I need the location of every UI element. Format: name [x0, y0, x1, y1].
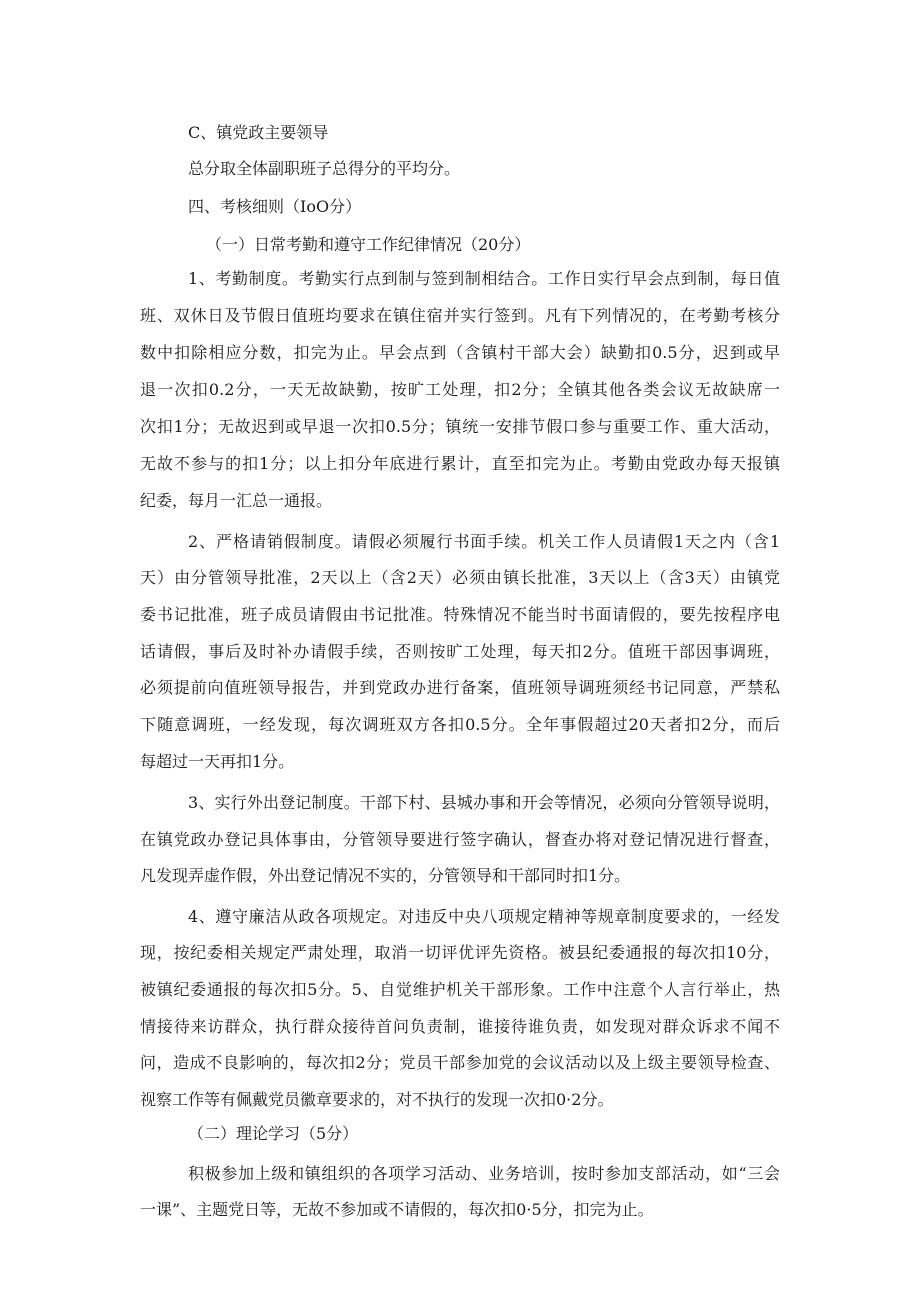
subsection-two-heading: （二）理论学习（5分）: [188, 1124, 359, 1143]
paragraph-line: 话请假，事后及时补办请假手续，否则按旷工处理，每天扣2分。值班干部因事调班，: [140, 642, 780, 661]
paragraph-line: 下随意调班，一经发现，每次调班双方各扣0.5分。全年事假超过20天者扣2分，而后: [140, 715, 780, 734]
paragraph-line: 4、遵守廉洁从政各项规定。对违反中央八项规定精神等规章制度要求的，一经发: [188, 907, 780, 926]
paragraph-line: 现，按纪委相关规定严肃处理，取消一切评优评先资格。被县纪委通报的每次扣10分，: [140, 943, 780, 962]
paragraph-line: 无故不参与的扣1分；以上扣分年底进行累计，直至扣完为止。考勤由党政办每天报镇: [140, 454, 780, 473]
paragraph-line: 1、考勤制度。考勤实行点到制与签到制相结合。工作日实行早会点到制，每日值: [188, 269, 780, 288]
total-score-note: 总分取全体副职班子总得分的平均分。: [188, 159, 461, 178]
paragraph-line: 退一次扣0.2分，一天无故缺勤，按旷工处理，扣2分；全镇其他各类会议无故缺席一: [140, 380, 780, 399]
paragraph-line: 每超过一天再扣1分。: [140, 752, 295, 771]
paragraph-line: 天）由分管领导批准，2天以上（含2天）必须由镇长批准，3天以上（含3天）由镇党: [140, 568, 780, 587]
paragraph-line: 数中扣除相应分数，扣完为止。早会点到（含镇村干部大会）缺勤扣0.5分，迟到或早: [140, 343, 780, 362]
paragraph-line: 在镇党政办登记具体事由，分管领导要进行签字确认，督查办将对登记情况进行督查，: [140, 830, 780, 849]
section-four-heading: 四、考核细则（IoO分）: [188, 197, 362, 216]
paragraph-line: 问，造成不良影响的，每次扣2分；党员干部参加党的会议活动以及上级主要领导检查、: [140, 1053, 780, 1072]
paragraph-line: 纪委，每月一汇总一通报。: [140, 491, 333, 510]
paragraph-line: 次扣1分；无故迟到或早退一次扣0.5分；镇统一安排节假口参与重要工作、重大活动，: [140, 417, 780, 436]
paragraph-line: 视察工作等有佩戴党员徽章要求的，对不执行的发现一次扣0·2分。: [140, 1090, 614, 1109]
paragraph-line: 情接待来访群众，执行群众接待首问负责制，谁接待谁负责，如发现对群众诉求不闻不: [140, 1017, 780, 1036]
paragraph-line: 被镇纪委通报的每次扣5分。5、自觉维护机关干部形象。工作中注意个人言行举止，热: [140, 980, 780, 999]
paragraph-line: 凡发现弄虚作假，外出登记情况不实的，分管领导和干部同时扣1分。: [140, 866, 631, 885]
paragraph-line: 必须提前向值班领导报告，并到党政办进行备案，值班领导调班须经书记同意，严禁私: [140, 678, 780, 697]
subsection-one-heading: （一）日常考勤和遵守工作纪律情况（20分）: [206, 235, 531, 254]
paragraph-line: 2、严格请销假制度。请假必须履行书面手续。机关工作人员请假1天之内（含1: [188, 532, 780, 551]
paragraph-line: 一课”、主题党日等，无故不参加或不请假的，每次扣0·5分，扣完为止。: [140, 1200, 654, 1219]
paragraph-line: 3、实行外出登记制度。干部下村、县城办事和开会等情况，必须向分管领导说明，: [188, 793, 780, 812]
paragraph-line: 委书记批准，班子成员请假由书记批准。特殊情况不能当时书面请假的，要先按程序电: [140, 605, 780, 624]
paragraph-line: 积极参加上级和镇组织的各项学习活动、业务培训，按时参加支部活动，如“三会: [188, 1164, 780, 1183]
paragraph-line: 班、双休日及节假日值班均要求在镇住宿并实行签到。凡有下列情况的，在考勤考核分: [140, 306, 780, 325]
heading-c-leaders: C、镇党政主要领导: [188, 123, 329, 142]
